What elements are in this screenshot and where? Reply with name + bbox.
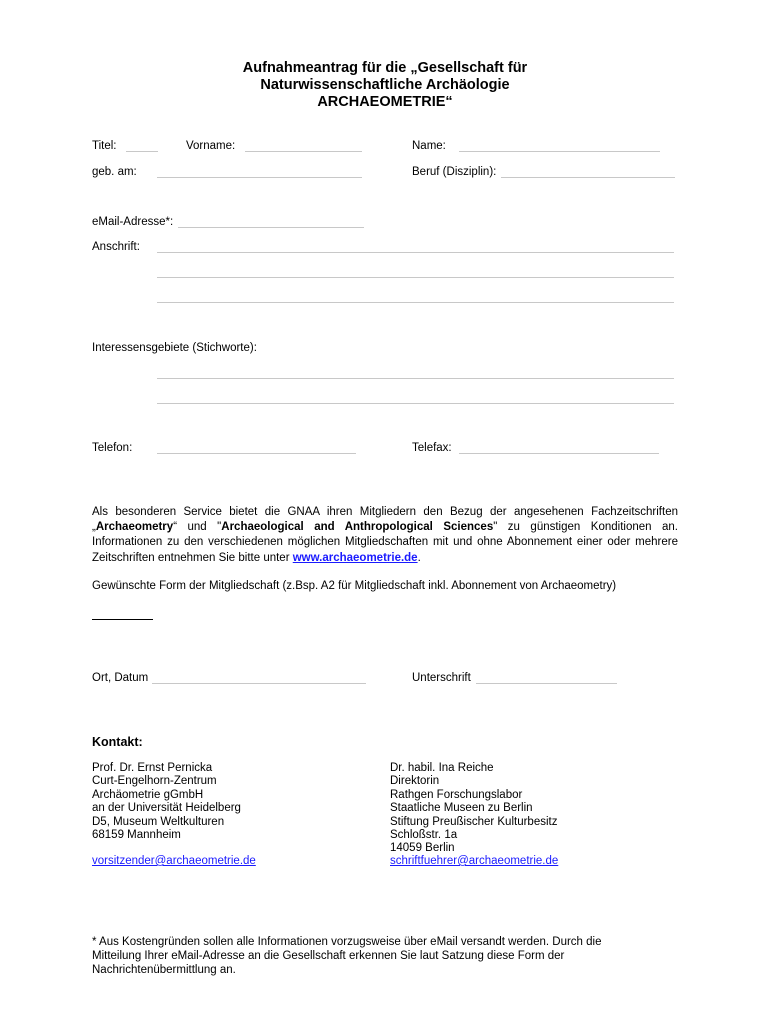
contact-left xyxy=(92,762,241,842)
title-line-2: Naturwissenschaftliche Archäologie xyxy=(260,77,510,93)
left-email-link[interactable]: vorsitzender@archaeometrie.de xyxy=(92,855,256,867)
title-line-3: ARCHAEOMETRIE“ xyxy=(317,94,453,110)
contact-left-line: D5, Museum Weltkulturen xyxy=(92,815,225,828)
contact-right-line: Schloßstr. 1a xyxy=(390,829,458,842)
beruf-label: Beruf (Disziplin): xyxy=(412,166,497,178)
interessen-field-1[interactable] xyxy=(157,378,674,379)
footnote-line-1: * Aus Kostengründen sollen alle Informationen vorzugsweise über eMail versandt werden. Durch die xyxy=(92,936,602,948)
journal-aas: Archaeological and Anthropological Sciences xyxy=(221,521,494,534)
telefon-field[interactable] xyxy=(157,453,356,454)
vorname-field[interactable] xyxy=(245,151,362,152)
email-field[interactable] xyxy=(178,227,364,228)
service-text-c: " zu günstigen Konditionen an. Informationen zu den verschiedenen möglichen Mitgliedschaften mit und ohne Abonnement einer oder mehrere Zeitschriften entnehmen Sie bitte unter xyxy=(92,521,678,564)
unterschrift-field[interactable] xyxy=(476,683,617,684)
contact-right xyxy=(390,762,557,856)
anschrift-field-3[interactable] xyxy=(157,302,674,303)
footnote xyxy=(92,935,601,977)
service-text-b: “ und " xyxy=(173,521,222,534)
anschrift-field-2[interactable] xyxy=(157,277,674,278)
service-paragraph xyxy=(92,505,678,566)
ort-datum-field[interactable] xyxy=(152,683,366,684)
service-text-end: . xyxy=(417,551,421,564)
geb-label: geb. am: xyxy=(92,166,137,178)
titel-label: Titel: xyxy=(92,140,117,152)
vorname-label: Vorname: xyxy=(186,140,236,152)
contact-right-line: Stiftung Preußischer Kulturbesitz xyxy=(390,815,558,828)
contact-right-line: Staatliche Museen zu Berlin xyxy=(390,802,533,815)
contact-right-line: Rathgen Forschungslabor xyxy=(390,788,523,801)
contact-right-line: Dr. habil. Ina Reiche xyxy=(390,762,494,774)
contact-left-line: an der Universität Heidelberg xyxy=(92,802,241,815)
telefax-label: Telefax: xyxy=(412,442,452,454)
interessen-label: Interessensgebiete (Stichworte): xyxy=(92,342,257,354)
contact-left-line: 68159 Mannheim xyxy=(92,829,181,842)
contact-left-line: Curt-Engelhorn-Zentrum xyxy=(92,775,217,788)
telefon-label: Telefon: xyxy=(92,442,133,454)
membership-type-field[interactable] xyxy=(92,619,153,620)
titel-field[interactable] xyxy=(126,151,158,152)
right-email-link[interactable]: schriftfuehrer@archaeometrie.de xyxy=(390,855,559,867)
contact-heading: Kontakt: xyxy=(92,735,143,749)
ort-datum-label: Ort, Datum xyxy=(92,672,149,684)
geb-field[interactable] xyxy=(157,177,362,178)
membership-form-text: Gewünschte Form der Mitgliedschaft (z.Bsp. A2 für Mitgliedschaft inkl. Abonnement von Archaeometry) xyxy=(92,580,617,592)
contact-right-line: 14059 Berlin xyxy=(390,842,455,855)
contact-left-line: Prof. Dr. Ernst Pernicka xyxy=(92,762,213,774)
website-link[interactable]: www.archaeometrie.de xyxy=(292,551,418,564)
telefax-field[interactable] xyxy=(459,453,659,454)
beruf-field[interactable] xyxy=(501,177,675,178)
contact-left-line: Archäometrie gGmbH xyxy=(92,788,204,801)
interessen-field-2[interactable] xyxy=(157,403,674,404)
name-label: Name: xyxy=(412,140,446,152)
name-field[interactable] xyxy=(459,151,660,152)
unterschrift-label: Unterschrift xyxy=(412,672,471,684)
anschrift-label: Anschrift: xyxy=(92,241,140,253)
footnote-line-2: Mitteilung Ihrer eMail-Adresse an die Gesellschaft erkennen Sie laut Satzung diese Form der xyxy=(92,950,565,962)
title-line-1: Aufnahmeantrag für die „Gesellschaft für xyxy=(242,60,528,76)
anschrift-field-1[interactable] xyxy=(157,252,674,253)
journal-archaeometry: Archaeometry xyxy=(95,521,174,534)
email-label: eMail-Adresse*: xyxy=(92,216,174,228)
footnote-line-3: Nachrichtenübermittlung an. xyxy=(92,964,236,976)
form-title xyxy=(0,60,770,111)
contact-right-line: Direktorin xyxy=(390,775,440,788)
service-text-a: Als besonderen Service bietet die GNAA ihren Mitgliedern den Bezug der angesehenen Fachzeitschriften „ xyxy=(92,506,678,534)
